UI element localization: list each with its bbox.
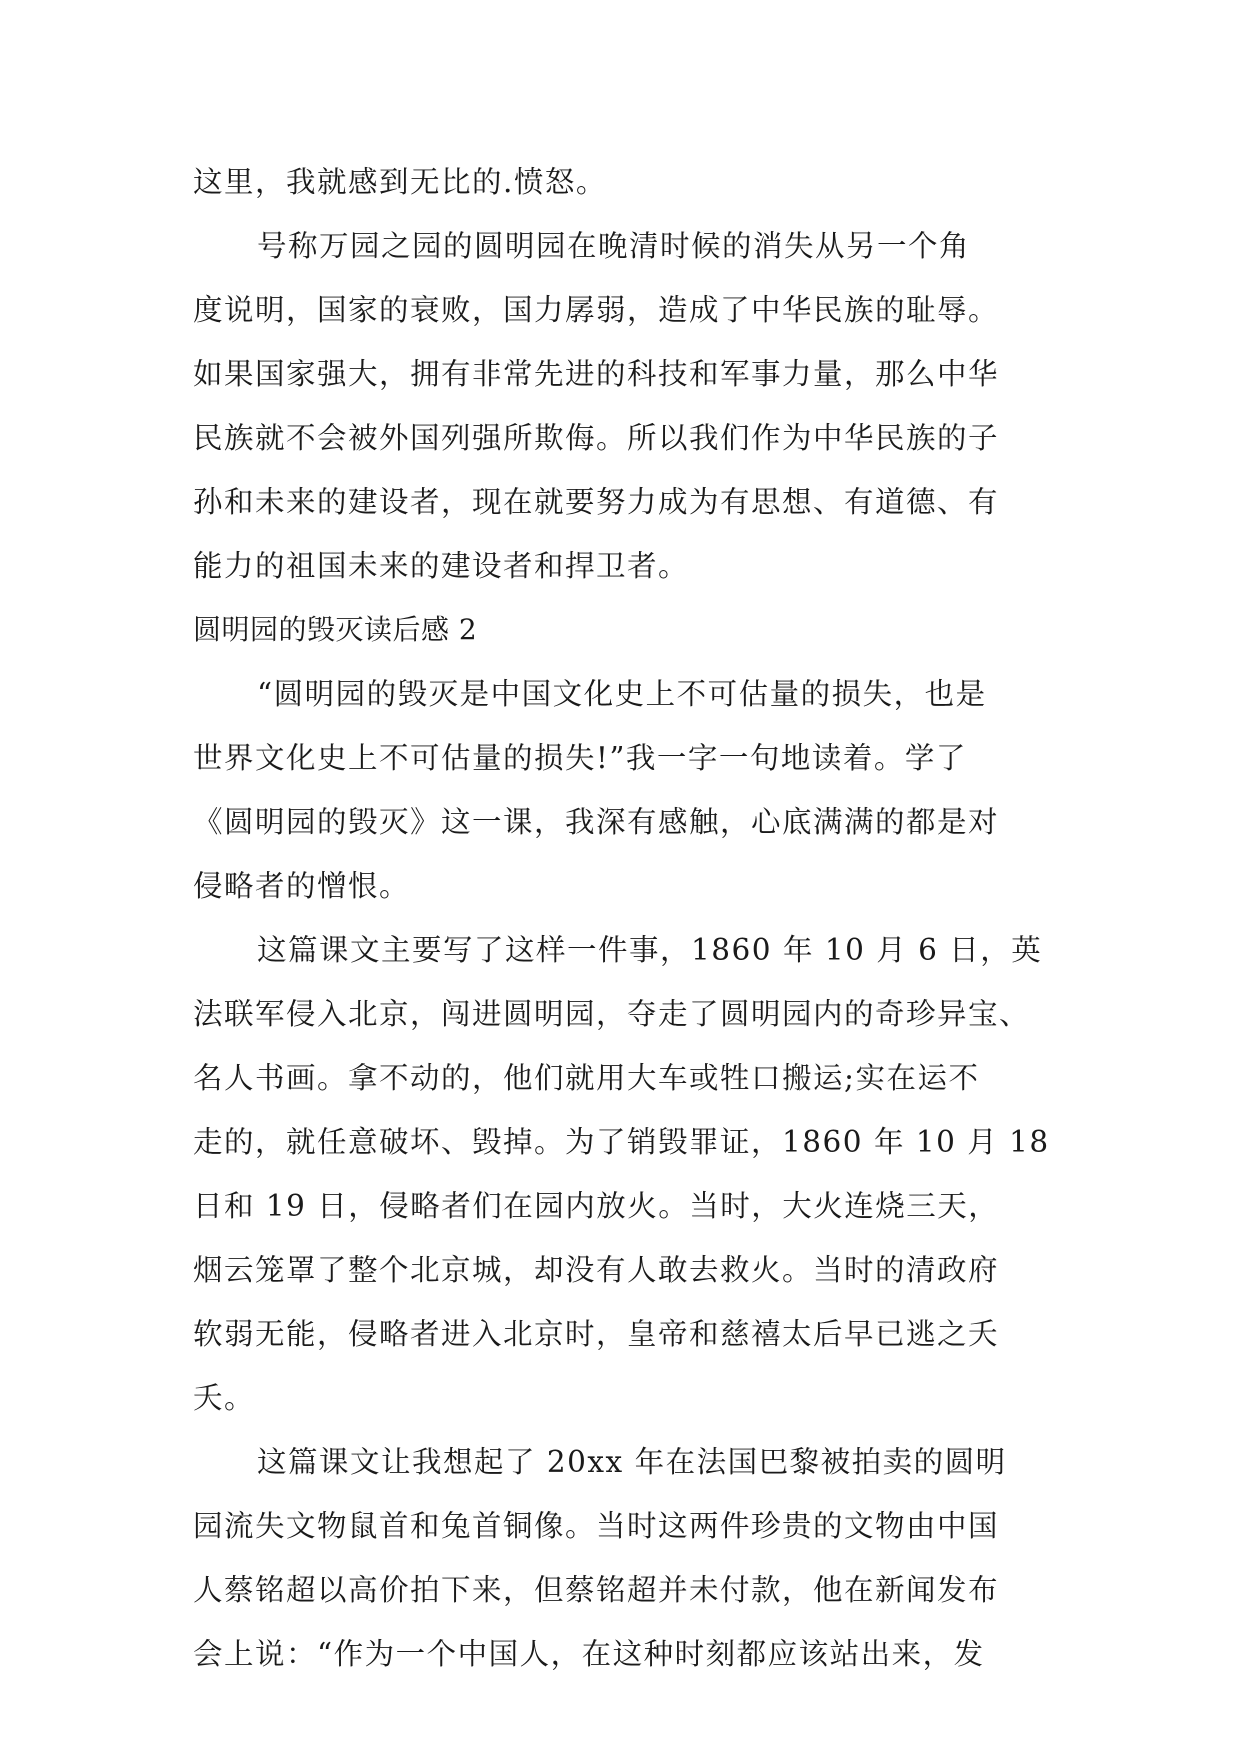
text-line: 世界文化史上不可估量的损失!”我一字一句地读着。学了 (193, 741, 967, 775)
text-line: 能力的祖国未来的建设者和捍卫者。 (193, 549, 690, 583)
text-line: 会上说：“作为一个中国人，在这种时刻都应该站出来，发 (193, 1637, 985, 1671)
paragraph-1 (193, 214, 1055, 598)
text-line: 软弱无能，侵略者进入北京时，皇帝和慈禧太后早已逃之夭 (193, 1317, 1000, 1351)
text-line: 夭。 (193, 1381, 256, 1415)
paragraph-4 (193, 1430, 1055, 1686)
text-line: 孙和未来的建设者，现在就要努力成为有思想、有道德、有 (193, 485, 1000, 519)
paragraph-3 (193, 918, 1055, 1430)
text-line: 这里，我就感到无比的.愤怒。 (193, 165, 607, 199)
text-line: 烟云笼罩了整个北京城，却没有人敢去救火。当时的清政府 (193, 1253, 1000, 1287)
continuation-paragraph (193, 150, 1055, 214)
text-line: 民族就不会被外国列强所欺侮。所以我们作为中华民族的子 (193, 421, 1000, 455)
paragraph-2 (193, 662, 1055, 918)
text-line: 走的，就任意破坏、毁掉。为了销毁罪证，1860 年 10 月 18 (193, 1125, 1050, 1159)
text-line: 《圆明园的毁灭》这一课，我深有感触，心底满满的都是对 (193, 805, 1000, 839)
text-line: 侵略者的憎恨。 (193, 869, 411, 903)
text-line: 度说明，国家的衰败，国力孱弱，造成了中华民族的耻辱。 (193, 293, 1000, 327)
text-line: 法联军侵入北京，闯进圆明园，夺走了圆明园内的奇珍异宝、 (193, 997, 1031, 1031)
document-body (193, 150, 1055, 1686)
text-line: 人蔡铭超以高价拍下来，但蔡铭超并未付款，他在新闻发布 (193, 1573, 1000, 1607)
text-line: 园流失文物鼠首和兔首铜像。当时这两件珍贵的文物由中国 (193, 1509, 1000, 1543)
text-line: 这篇课文让我想起了 20xx 年在法国巴黎被拍卖的圆明 (257, 1445, 1007, 1479)
text-line: 日和 19 日，侵略者们在园内放火。当时，大火连烧三天， (193, 1189, 1000, 1223)
text-line: 这篇课文主要写了这样一件事，1860 年 10 月 6 日，英 (257, 933, 1043, 967)
text-line: 名人书画。拿不动的，他们就用大车或牲口搬运;实在运不 (193, 1061, 980, 1095)
text-line: 如果国家强大，拥有非常先进的科技和军事力量，那么中华 (193, 357, 1000, 391)
section-heading: 圆明园的毁灭读后感 2 (193, 613, 478, 646)
text-line: 号称万园之园的圆明园在晚清时候的消失从另一个角 (257, 229, 971, 263)
text-line: “圆明园的毁灭是中国文化史上不可估量的损失，也是 (257, 677, 987, 711)
